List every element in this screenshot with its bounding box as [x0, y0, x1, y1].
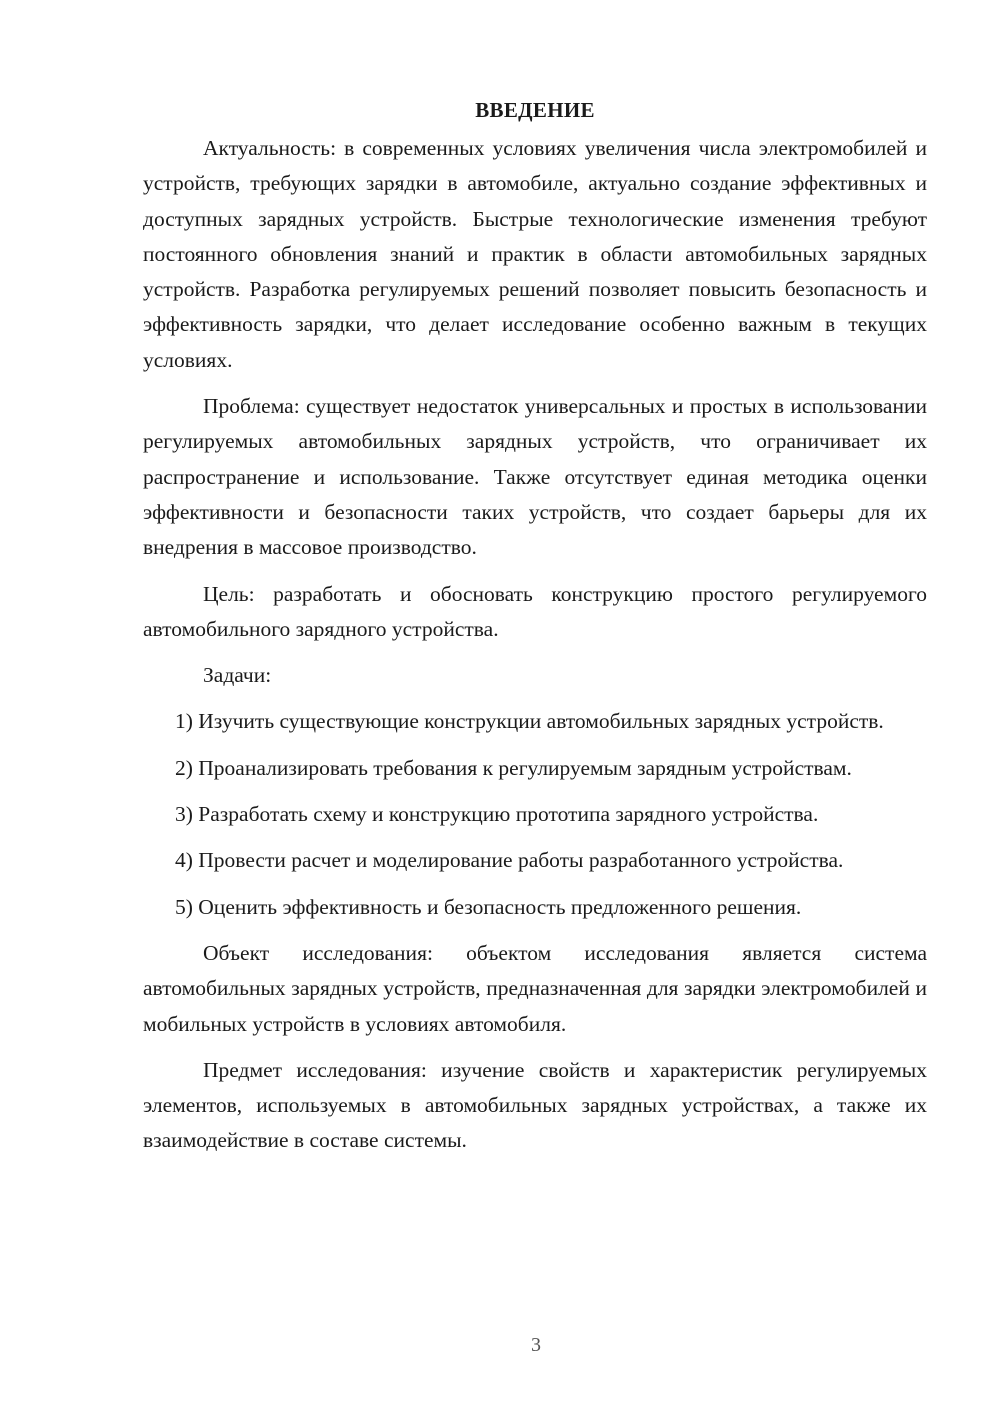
paragraph-problem: Проблема: существует недостаток универсальных и простых в использовании регулируемых автомобильных зарядных устройств, что ограничивает их распространение и использование. Также отсутствует единая методика оценки эффективности и безопасности таких устройств, что создает барьеры для их внедрения в массовое производство.	[143, 394, 927, 560]
paragraph-tasks-heading: Задачи:	[203, 663, 272, 688]
task-item-2: 2) Проанализировать требования к регулируемым зарядным устройствам.	[175, 755, 852, 780]
task-item-5: 5) Оценить эффективность и безопасность предложенного решения.	[175, 894, 802, 919]
paragraph-relevance: Актуальность: в современных условиях увеличения числа электромобилей и устройств, требующих зарядки в автомобиле, актуально создание эффективных и доступных зарядных устройств. Быстрые технологические изменения требуют постоянного обновления знаний и практик в области автомобильных зарядных устройств. Разработка регулируемых решений позволяет повысить безопасность и эффективность зарядки, что делает исследование особенно важным в текущих условиях.	[143, 136, 927, 372]
paragraph-subject: Предмет исследования: изучение свойств и характеристик регулируемых элементов, используемых в автомобильных зарядных устройствах, а также их взаимодействие в составе системы.	[143, 1057, 927, 1153]
paragraph-goal: Цель: разработать и обосновать конструкцию простого регулируемого автомобильного зарядного устройства.	[143, 581, 927, 641]
paragraph-object: Объект исследования: объектом исследования является система автомобильных зарядных устройств, предназначенная для зарядки электромобилей и мобильных устройств в условиях автомобиля.	[143, 940, 927, 1036]
task-item-1: 1) Изучить существующие конструкции автомобильных зарядных устройств.	[175, 709, 884, 734]
section-title: ВВЕДЕНИЕ	[475, 98, 595, 122]
page-content	[143, 95, 927, 1170]
task-item-4: 4) Провести расчет и моделирование работы разработанного устройства.	[175, 848, 844, 873]
page-number: 3	[531, 1334, 541, 1356]
task-item-3: 3) Разработать схему и конструкцию прототипа зарядного устройства.	[175, 802, 819, 827]
